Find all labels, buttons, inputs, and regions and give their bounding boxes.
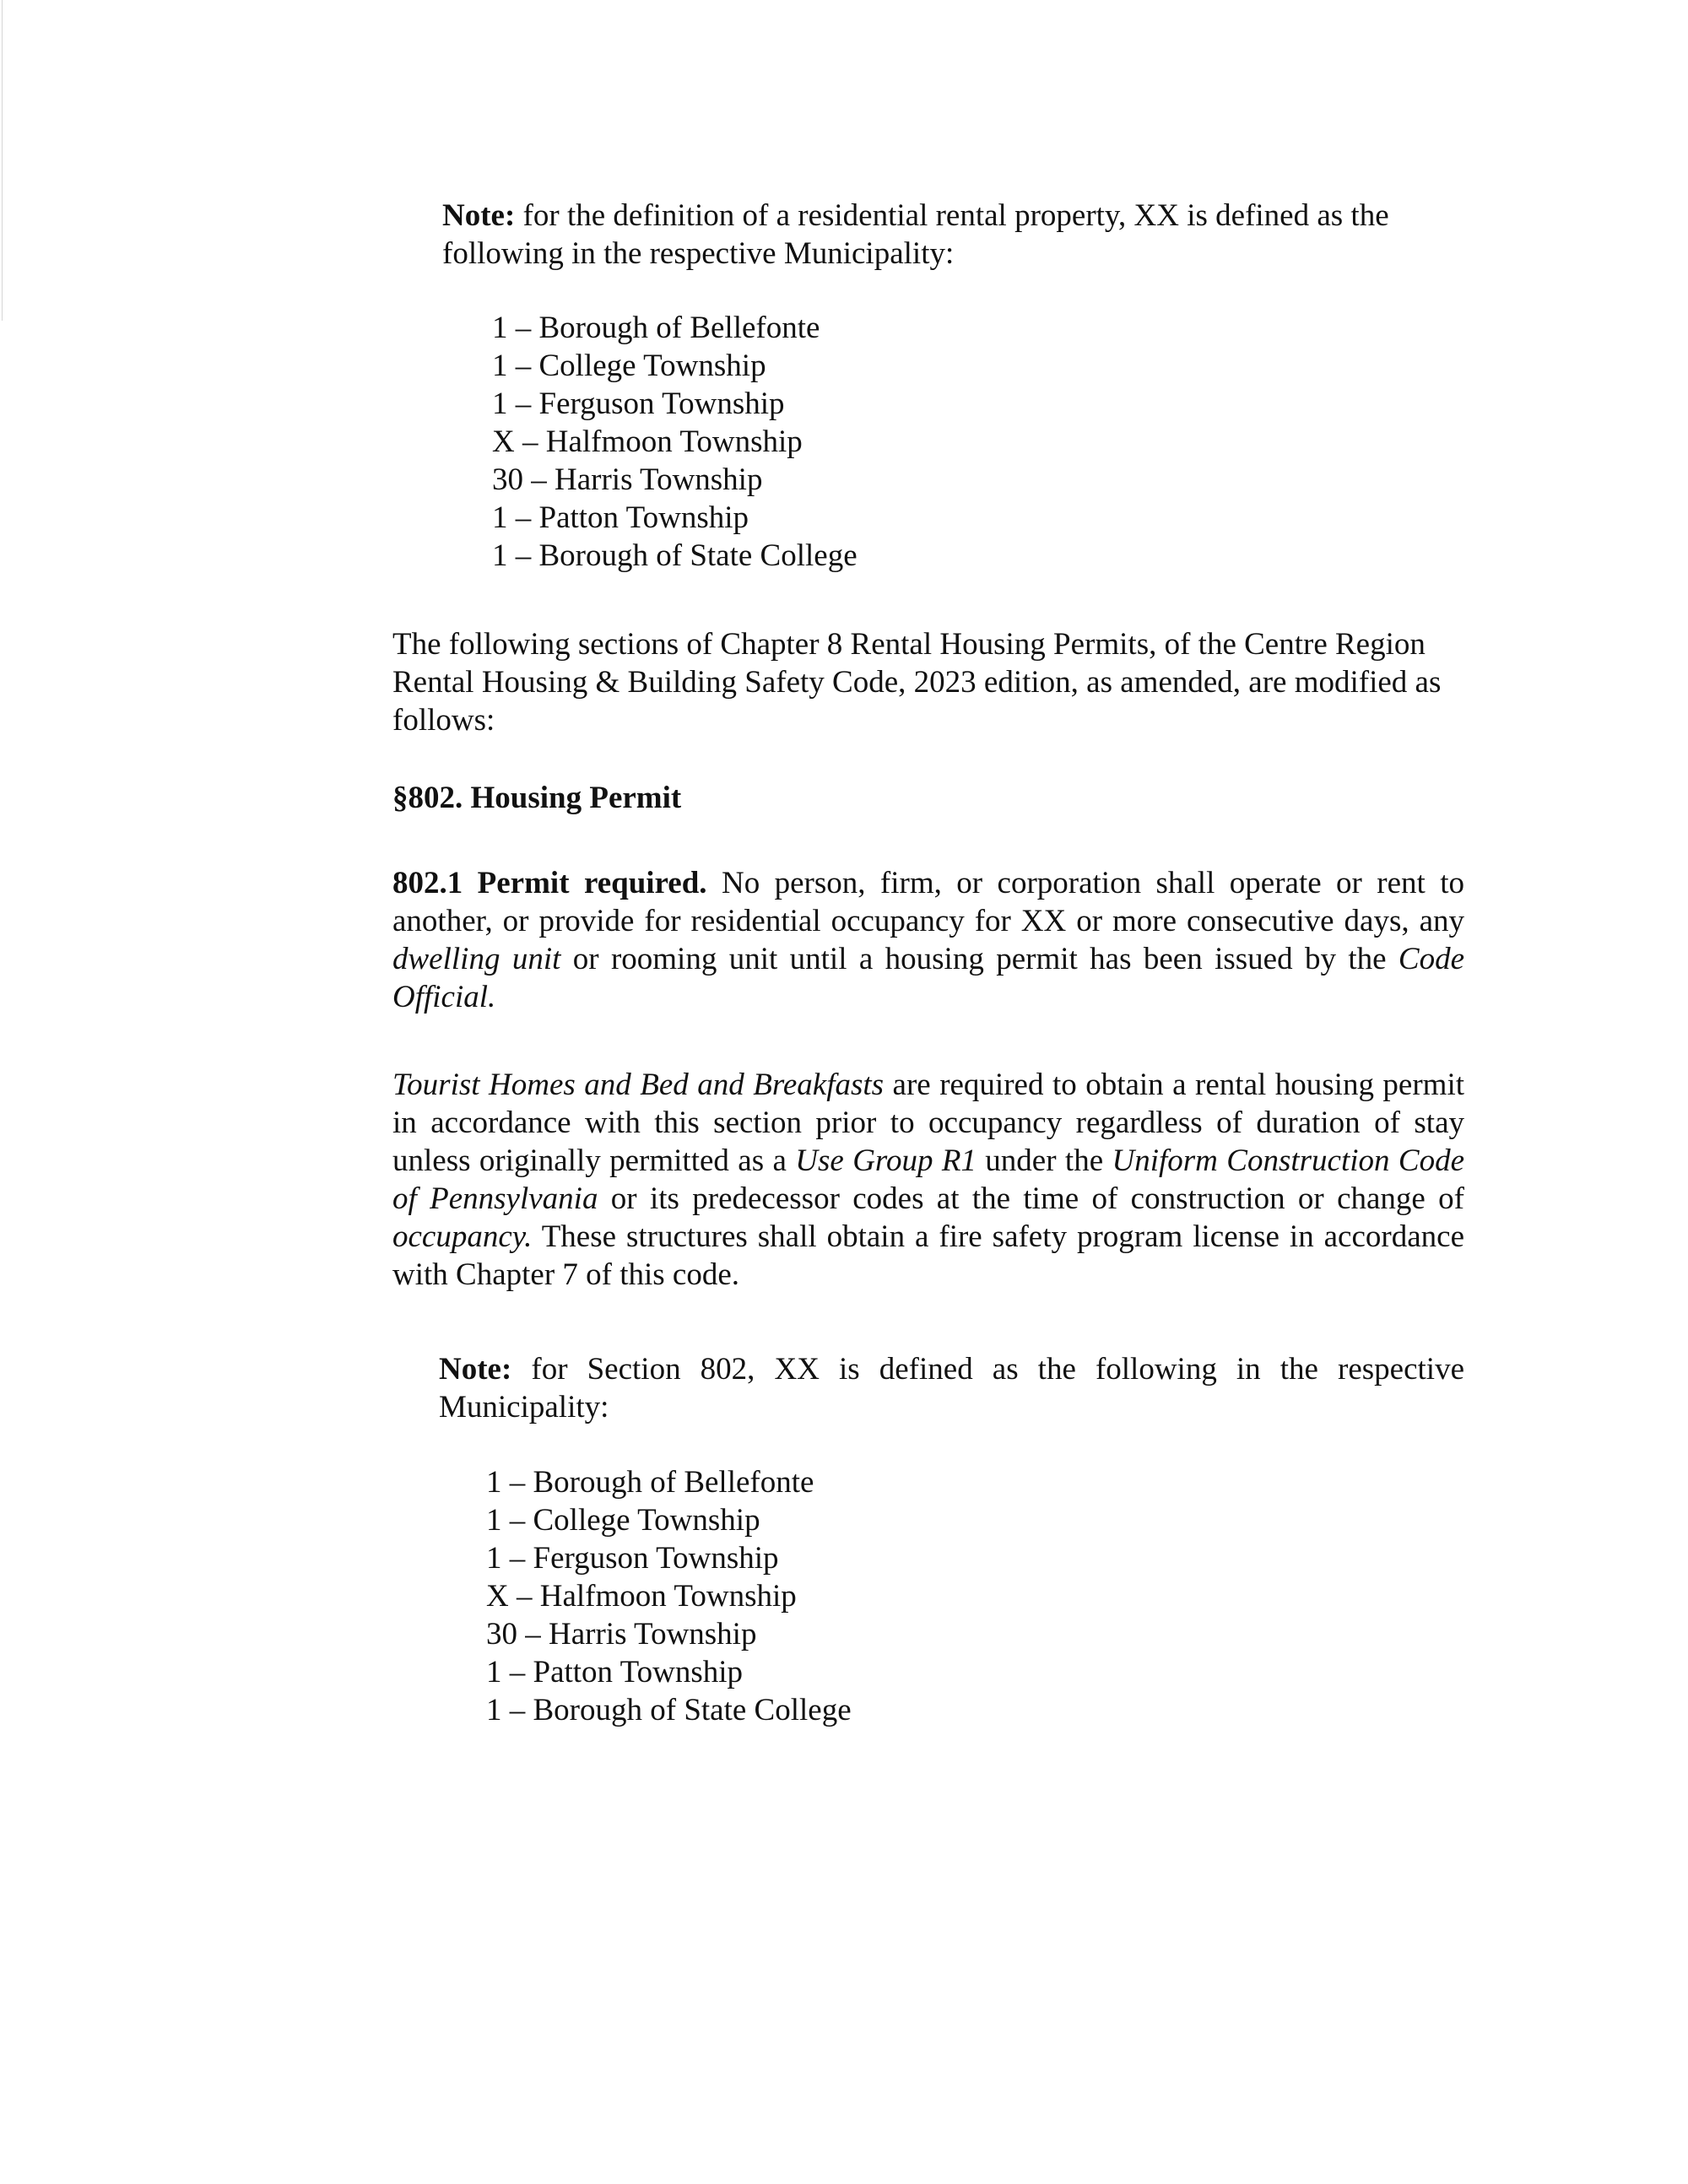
note-text: for Section 802, XX is defined as the following in the respective Municipality: [439, 1352, 1465, 1424]
municipality-list-1 [492, 309, 858, 575]
paragraph-802-1 [392, 864, 1464, 1016]
intro-line3: follows: [392, 703, 495, 738]
intro-paragraph [392, 625, 1464, 739]
list-item: 1 – Ferguson Township [486, 1541, 779, 1576]
defined-term: Uniform Construction Code of Pennsylvania [392, 1143, 1464, 1216]
paragraph-tourist-homes [392, 1066, 1464, 1294]
note-section-802 [439, 1350, 1464, 1426]
paragraph-text: or its predecessor codes at the time of construction or change of [610, 1181, 1464, 1216]
defined-term: Tourist Homes and Bed and Breakfasts [392, 1068, 885, 1102]
list-item: 1 – Borough of Bellefonte [486, 1465, 814, 1500]
note-label: Note: [439, 1352, 512, 1387]
list-item: 1 – Patton Township [492, 500, 749, 535]
paragraph-label: 802.1 Permit required. [392, 866, 707, 900]
list-item: 30 – Harris Township [486, 1617, 757, 1652]
paragraph-text: No person, firm, or corporation shall operate or rent to another, or provide for residential occupancy for XX or more consecutive days, any [392, 866, 1465, 938]
list-item: 1 – College Township [492, 349, 766, 383]
list-item: X – Halfmoon Township [486, 1579, 797, 1614]
note-text-line2: following in the respective Municipality: [442, 236, 955, 271]
section-heading [392, 779, 681, 817]
defined-term: Use Group R1 [795, 1143, 977, 1178]
note-text-line1: for the definition of a residential rental property, XX is defined as the [522, 198, 1389, 233]
paragraph-text: under the [985, 1143, 1104, 1178]
list-item: 1 – Borough of Bellefonte [492, 311, 820, 345]
list-item: 30 – Harris Township [492, 462, 763, 497]
scan-edge-line [2, 0, 3, 321]
list-item: 1 – College Township [486, 1503, 760, 1538]
note-label: Note: [442, 198, 516, 233]
paragraph-text: are required to obtain a rental housing permit in accordance with this section prior to occupancy regardless of duration of stay unless originally permitted as a [392, 1068, 1465, 1178]
defined-term: dwelling unit [392, 942, 561, 976]
intro-line2: Rental Housing & Building Safety Code, 2023 edition, as amended, are modified as [392, 665, 1442, 700]
paragraph-text: These structures shall obtain a fire safety program license in accordance with Chapter 7 of this code. [392, 1219, 1464, 1292]
section-heading-text: §802. Housing Permit [392, 781, 682, 815]
paragraph-text: or rooming unit until a housing permit has been issued by the [572, 942, 1387, 976]
list-item: 1 – Borough of State College [486, 1693, 852, 1727]
intro-line1: The following sections of Chapter 8 Rental Housing Permits, of the Centre Region [392, 627, 1426, 662]
municipality-list-2 [486, 1463, 852, 1729]
note-definition-residential-rental [442, 197, 1455, 273]
list-item: X – Halfmoon Township [492, 424, 803, 459]
list-item: 1 – Borough of State College [492, 538, 858, 573]
list-item: 1 – Ferguson Township [492, 387, 785, 421]
list-item: 1 – Patton Township [486, 1655, 744, 1689]
defined-term: Code Official. [392, 942, 1465, 1014]
defined-term: occupancy. [392, 1219, 533, 1254]
